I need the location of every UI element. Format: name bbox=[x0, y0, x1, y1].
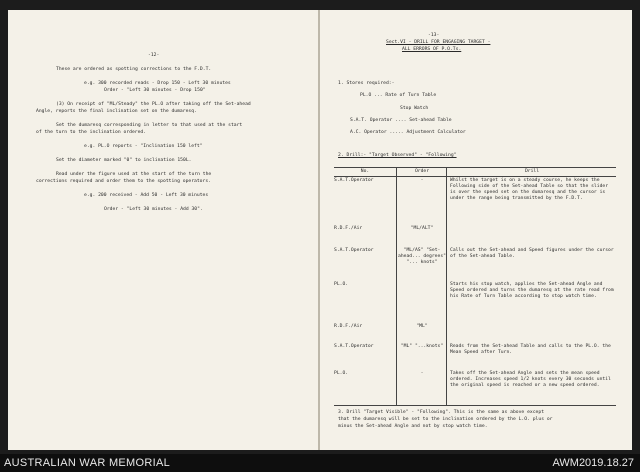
row-order: "ML/ALT" bbox=[410, 226, 434, 231]
row-no: PL.O. bbox=[334, 371, 349, 376]
store-item: S.A.T. Operator .... Set-ahead Table bbox=[350, 118, 452, 123]
page-number: -12- bbox=[148, 53, 160, 58]
row-no: R.D.F./Air bbox=[334, 324, 363, 329]
drill-title: 2. Drill:- "Target Observed" - "Following" bbox=[338, 153, 457, 158]
page-number: -13- bbox=[428, 33, 440, 38]
source-credit: AUSTRALIAN WAR MEMORIAL bbox=[4, 457, 171, 469]
paragraph: corrections required and order them to the spotting operators. bbox=[36, 179, 211, 184]
table-top-rule bbox=[334, 167, 616, 168]
row-order: - bbox=[420, 178, 424, 183]
row-order: - bbox=[420, 371, 424, 376]
note-line: minus the Set-ahead Angle and not by stop watch time. bbox=[338, 424, 488, 429]
reference-number: AWM2019.18.27 bbox=[552, 457, 634, 469]
row-order: "ML/AS" "Set-ahead... degrees" "... knots" bbox=[398, 248, 446, 265]
right-page bbox=[320, 10, 632, 450]
paragraph: of the turn to the inclination ordered. bbox=[36, 130, 147, 135]
paragraph: Set the diameter marked "0" to inclination 150L. bbox=[56, 158, 192, 163]
row-no: S.A.T.Operator bbox=[334, 178, 374, 183]
store-item: PL.O ... Rate of Turn Table bbox=[360, 93, 437, 98]
row-drill: Reads from the Set-ahead Table and calls to the PL.O. the Mean Speed after Turn. bbox=[450, 344, 611, 355]
table-bottom-rule bbox=[334, 405, 616, 406]
column-header-no: No. bbox=[360, 169, 370, 174]
example-line: Order - "Left 30 minutes - Drop 150" bbox=[104, 88, 206, 93]
note-line: 3. Drill "Target Visible" - "Following". This is the same as above except bbox=[338, 410, 545, 415]
row-drill: Takes off the Set-ahead Angle and sets the mean speed ordered. Increases speed 1/2 knots every 30 seconds until the original speed is reached or a new speed ordered. bbox=[450, 371, 611, 388]
note-line: that the dumaresq will be set to the inclination ordered by the L.O. plus or bbox=[338, 417, 553, 422]
paragraph: These are ordered as spotting corrections to the F.D.T. bbox=[56, 67, 212, 72]
example-line: e.g. 300 recorded reads - Drop 150 - Left 30 minutes bbox=[84, 81, 231, 86]
paragraph: Set the dumaresq corresponding in letter to that used at the start bbox=[56, 123, 243, 128]
column-divider bbox=[396, 167, 397, 405]
paragraph: Angle, reports the final inclination set on the dumaresq. bbox=[36, 109, 197, 114]
section-subheading: ALL ERRORS OF P.O.Ts. bbox=[402, 47, 462, 52]
row-drill: Calls out the Set-ahead and Speed figures under the cursor of the Set-ahead Table. bbox=[450, 248, 614, 259]
footer-bar bbox=[0, 454, 640, 472]
example-line: e.g. 200 received - Add 50 - Left 30 minutes bbox=[84, 193, 209, 198]
row-no: S.A.T.Operator bbox=[334, 344, 374, 349]
left-page bbox=[8, 10, 318, 450]
column-header-drill: Drill bbox=[524, 169, 540, 174]
paragraph: (3) On receipt of "ML/Steady" the PL.O after taking off the Set-ahead bbox=[56, 102, 251, 107]
row-order: "ML" "...knots" bbox=[400, 344, 444, 349]
row-drill: Starts his stop watch, applies the Set-ahead Angle and Speed ordered and turns the dumaresq at the rate read from his Rate of Turn Table according to stop watch time. bbox=[450, 282, 614, 299]
header-rule bbox=[334, 176, 616, 177]
row-drill: Whilst the target is on a steady course, he keeps the Following side of the Set-ahead Table so that the slider is over the speed set on the dumaresq and the cursor is under the range being transmitted by the F.D.T. bbox=[450, 178, 609, 201]
column-header-order: Order bbox=[414, 169, 430, 174]
example-line: e.g. PL.O reports - "Inclination 150 left" bbox=[84, 144, 203, 149]
example-line: Order - "Left 30 minutes - Add 30". bbox=[104, 207, 203, 212]
store-item: Stop Watch bbox=[400, 106, 429, 111]
paragraph: Read under the figure used at the start of the turn the bbox=[56, 172, 212, 177]
stores-title: 1. Stores required:- bbox=[338, 81, 395, 86]
store-item: A.C. Operator ..... Adjustment Calculator bbox=[350, 130, 466, 135]
column-divider bbox=[446, 167, 447, 405]
row-order: "ML" bbox=[416, 324, 428, 329]
row-no: R.D.F./Air bbox=[334, 226, 363, 231]
row-no: S.A.T.Operator bbox=[334, 248, 374, 253]
row-no: PL.O. bbox=[334, 282, 349, 287]
section-heading: Sect.VI - DRILL FOR ENGAGING TARGET - bbox=[386, 40, 491, 45]
